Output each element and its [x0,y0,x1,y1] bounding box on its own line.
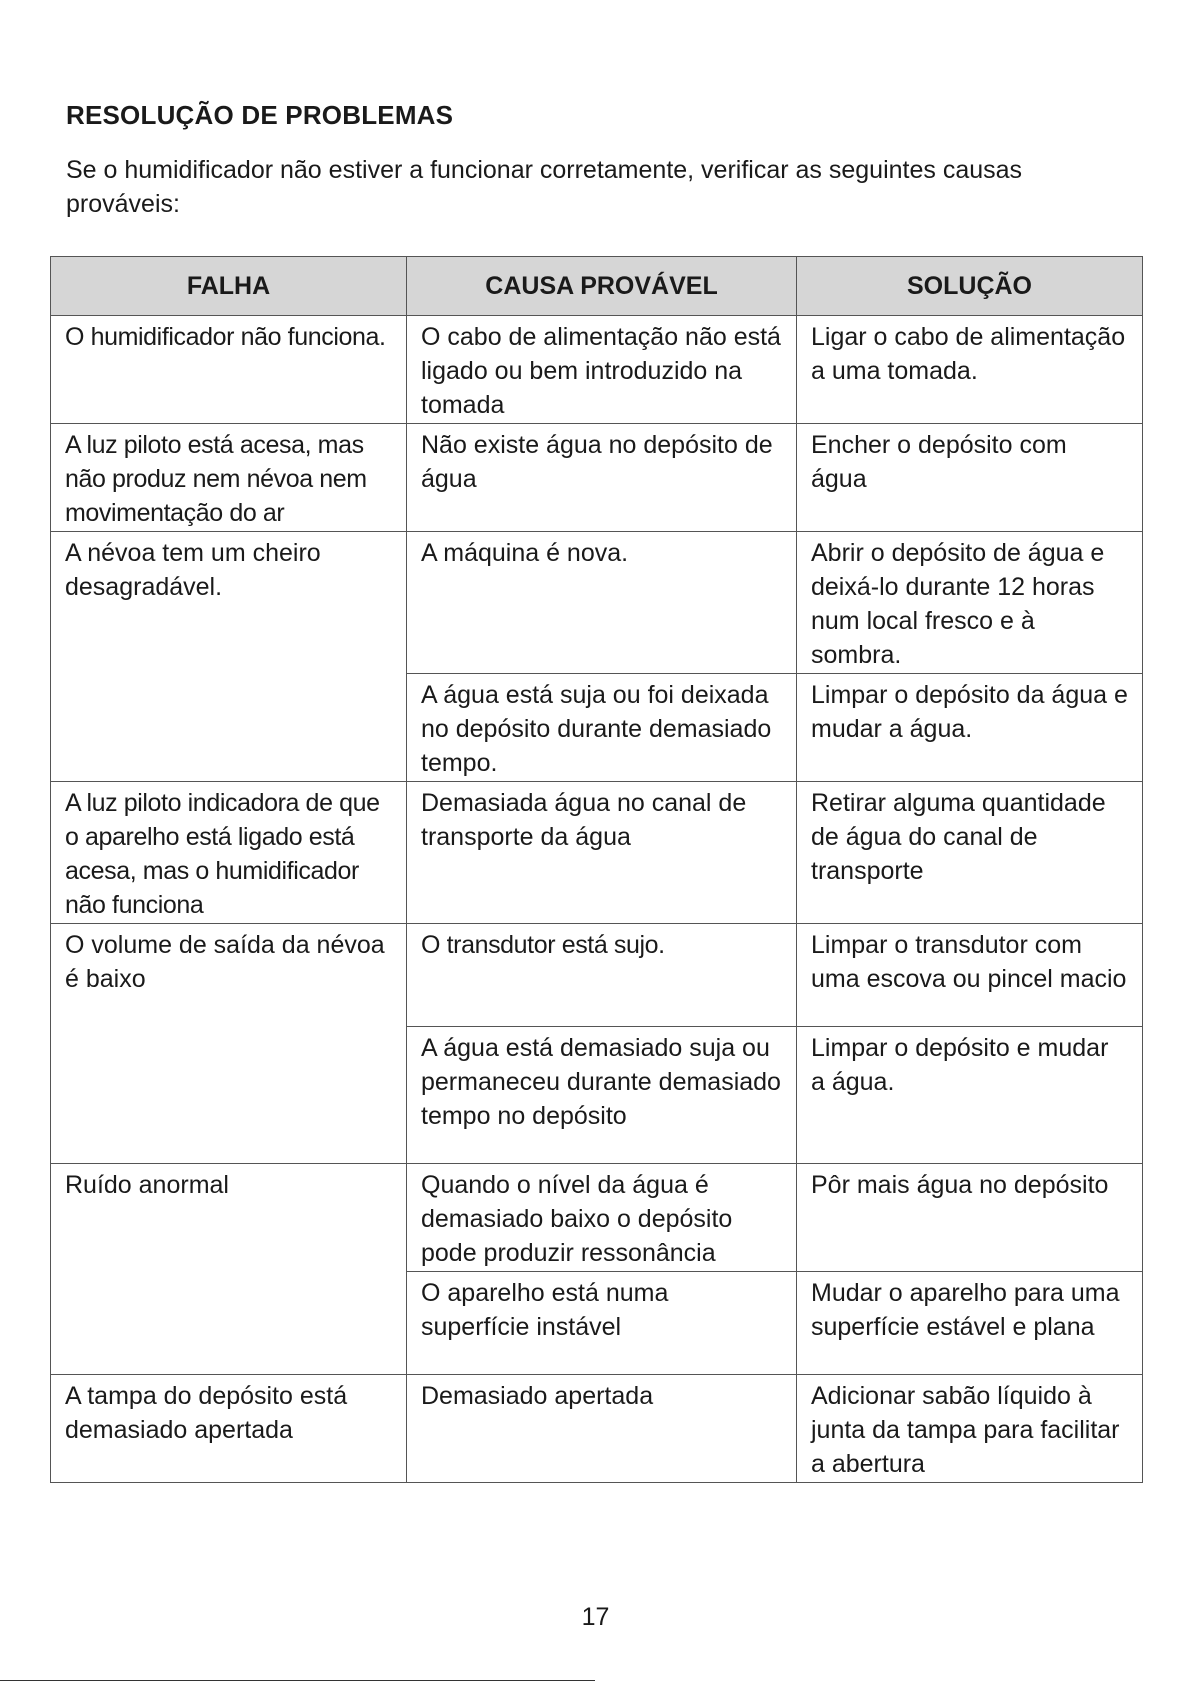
cause-cell: A água está demasiado suja ou permaneceu durante demasiado tempo no depósito [407,1027,797,1164]
troubleshooting-table [50,256,1143,1483]
table-row [51,1375,1143,1483]
page-number: 17 [581,1603,610,1631]
cause-cell: O transdutor está sujo. [407,924,797,1027]
table-row [51,532,1143,674]
table-row [51,924,1143,1027]
solution-cell: Adicionar sabão líquido à junta da tampa para facilitar a abertura [797,1375,1143,1483]
table-row [51,1164,1143,1272]
cause-cell: O aparelho está numa superfície instável [407,1272,797,1375]
fault-cell: Ruído anormal [51,1164,407,1375]
solution-cell: Abrir o depósito de água e deixá-lo durante 12 horas num local fresco e à sombra. [797,532,1143,674]
solution-cell: Retirar alguma quantidade de água do canal de transporte [797,782,1143,924]
table-row [51,424,1143,532]
intro-paragraph: Se o humidificador não estiver a funcionar corretamente, verificar as seguintes causas prováveis: [66,156,1023,218]
fault-cell: A tampa do depósito está demasiado apertada [51,1375,407,1483]
cause-cell: Não existe água no depósito de água [407,424,797,532]
cause-cell: Demasiada água no canal de transporte da água [407,782,797,924]
solution-cell: Limpar o depósito da água e mudar a água. [797,674,1143,782]
header-cause: CAUSA PROVÁVEL [407,257,797,316]
fault-cell: A névoa tem um cheiro desagradável. [51,532,407,782]
fault-cell: A luz piloto está acesa, mas não produz nem névoa nem movimentação do ar [51,424,407,532]
solution-cell: Mudar o aparelho para uma superfície estável e plana [797,1272,1143,1375]
table-row [51,316,1143,424]
solution-cell: Limpar o depósito e mudar a água. [797,1027,1143,1164]
fault-cell: A luz piloto indicadora de que o aparelho está ligado está acesa, mas o humidificador não funciona [51,782,407,924]
fault-cell: O volume de saída da névoa é baixo [51,924,407,1164]
fault-cell: O humidificador não funciona. [51,316,407,424]
table-header-row [51,257,1143,316]
cause-cell: Quando o nível da água é demasiado baixo o depósito pode produzir ressonância [407,1164,797,1272]
solution-cell: Pôr mais água no depósito [797,1164,1143,1272]
solution-cell: Encher o depósito com água [797,424,1143,532]
cause-cell: A água está suja ou foi deixada no depósito durante demasiado tempo. [407,674,797,782]
footer-divider [0,1680,595,1681]
table-row [51,782,1143,924]
header-solution: SOLUÇÃO [797,257,1143,316]
cause-cell: A máquina é nova. [407,532,797,674]
cause-cell: O cabo de alimentação não está ligado ou bem introduzido na tomada [407,316,797,424]
solution-cell: Ligar o cabo de alimentação a uma tomada. [797,316,1143,424]
solution-cell: Limpar o transdutor com uma escova ou pincel macio [797,924,1143,1027]
header-fault: FALHA [51,257,407,316]
page-title: RESOLUÇÃO DE PROBLEMAS [66,100,454,130]
cause-cell: Demasiado apertada [407,1375,797,1483]
